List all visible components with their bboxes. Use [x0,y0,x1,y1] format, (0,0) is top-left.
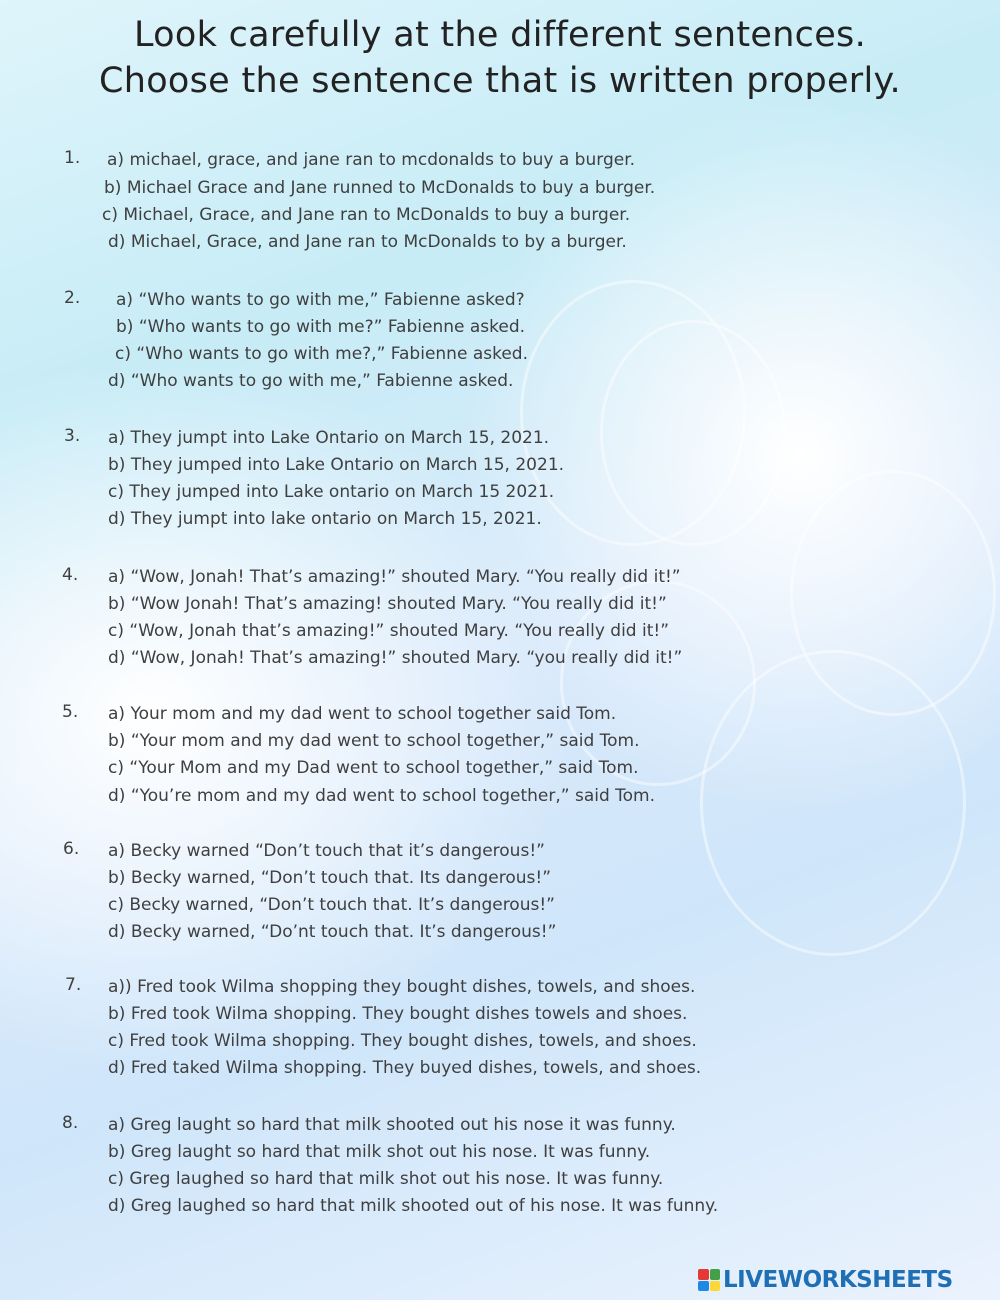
option-a[interactable]: a) Greg laught so hard that milk shooted out his nose it was funny. [108,1115,676,1135]
option-a[interactable]: a) Your mom and my dad went to school together said Tom. [108,704,617,724]
background-ring [600,320,786,546]
option-b[interactable]: b) “Your mom and my dad went to school together,” said Tom. [108,731,640,751]
option-b[interactable]: b) They jumped into Lake Ontario on March 15, 2021. [108,455,565,475]
page-title [0,12,1000,104]
option-c[interactable]: c) Michael, Grace, and Jane ran to McDonalds to buy a burger. [102,205,631,225]
option-a[interactable]: a) “Who wants to go with me,” Fabienne asked? [116,290,525,310]
option-b[interactable]: b) Michael Grace and Jane runned to McDonalds to buy a burger. [104,178,656,198]
option-a[interactable]: a) “Wow, Jonah! That’s amazing!” shouted Mary. “You really did it!” [108,567,681,587]
title-line-1: Look carefully at the different sentences. [133,15,867,55]
question-number: 3. [64,426,81,446]
option-d[interactable]: d) Becky warned, “Do’nt touch that. It’s dangerous!” [108,922,557,942]
option-b[interactable]: b) Becky warned, “Don’t touch that. Its dangerous!” [108,868,552,888]
option-c[interactable]: c) “Wow, Jonah that’s amazing!” shouted Mary. “You really did it!” [108,621,669,641]
option-d[interactable]: d) They jumpt into lake ontario on March 15, 2021. [108,509,542,529]
option-d[interactable]: d) “Who wants to go with me,” Fabienne asked. [108,371,514,391]
option-d[interactable]: d) Fred taked Wilma shopping. They buyed dishes, towels, and shoes. [108,1058,702,1078]
title-line-2: Choose the sentence that is written properly. [99,61,901,101]
option-d[interactable]: d) “Wow, Jonah! That’s amazing!” shouted Mary. “you really did it!” [108,648,683,668]
option-a[interactable]: a)) Fred took Wilma shopping they bought dishes, towels, and shoes. [108,977,696,997]
option-c[interactable]: c) Fred took Wilma shopping. They bought dishes, towels, and shoes. [108,1031,697,1051]
option-d[interactable]: d) “You’re mom and my dad went to school together,” said Tom. [108,786,656,806]
option-c[interactable]: c) “Who wants to go with me?,” Fabienne asked. [115,344,528,364]
option-d[interactable]: d) Michael, Grace, and Jane ran to McDonalds to by a burger. [108,232,627,252]
option-a[interactable]: a) michael, grace, and jane ran to mcdonalds to buy a burger. [107,150,636,170]
brand-name: LIVEWORKSHEETS [723,1267,953,1293]
question-number: 1. [64,148,81,168]
option-c[interactable]: c) “Your Mom and my Dad went to school together,” said Tom. [108,758,639,778]
question-number: 4. [62,565,79,585]
option-b[interactable]: b) Fred took Wilma shopping. They bought dishes towels and shoes. [108,1004,688,1024]
option-b[interactable]: b) “Who wants to go with me?” Fabienne asked. [116,317,526,337]
option-b[interactable]: b) “Wow Jonah! That’s amazing! shouted Mary. “You really did it!” [108,594,667,614]
option-d[interactable]: d) Greg laughed so hard that milk shooted out of his nose. It was funny. [108,1196,719,1216]
question-number: 5. [62,702,79,722]
question-number: 6. [63,839,80,859]
option-c[interactable]: c) Becky warned, “Don’t touch that. It’s dangerous!” [108,895,555,915]
option-b[interactable]: b) Greg laught so hard that milk shot out his nose. It was funny. [108,1142,651,1162]
option-a[interactable]: a) Becky warned “Don’t touch that it’s dangerous!” [108,841,545,861]
option-c[interactable]: c) Greg laughed so hard that milk shot out his nose. It was funny. [108,1169,664,1189]
question-number: 7. [65,975,82,995]
liveworksheets-logo-icon [698,1269,720,1291]
liveworksheets-brand[interactable] [698,1267,994,1293]
option-a[interactable]: a) They jumpt into Lake Ontario on March 15, 2021. [108,428,550,448]
question-number: 8. [62,1113,79,1133]
option-c[interactable]: c) They jumped into Lake ontario on March 15 2021. [108,482,555,502]
question-number: 2. [64,288,81,308]
